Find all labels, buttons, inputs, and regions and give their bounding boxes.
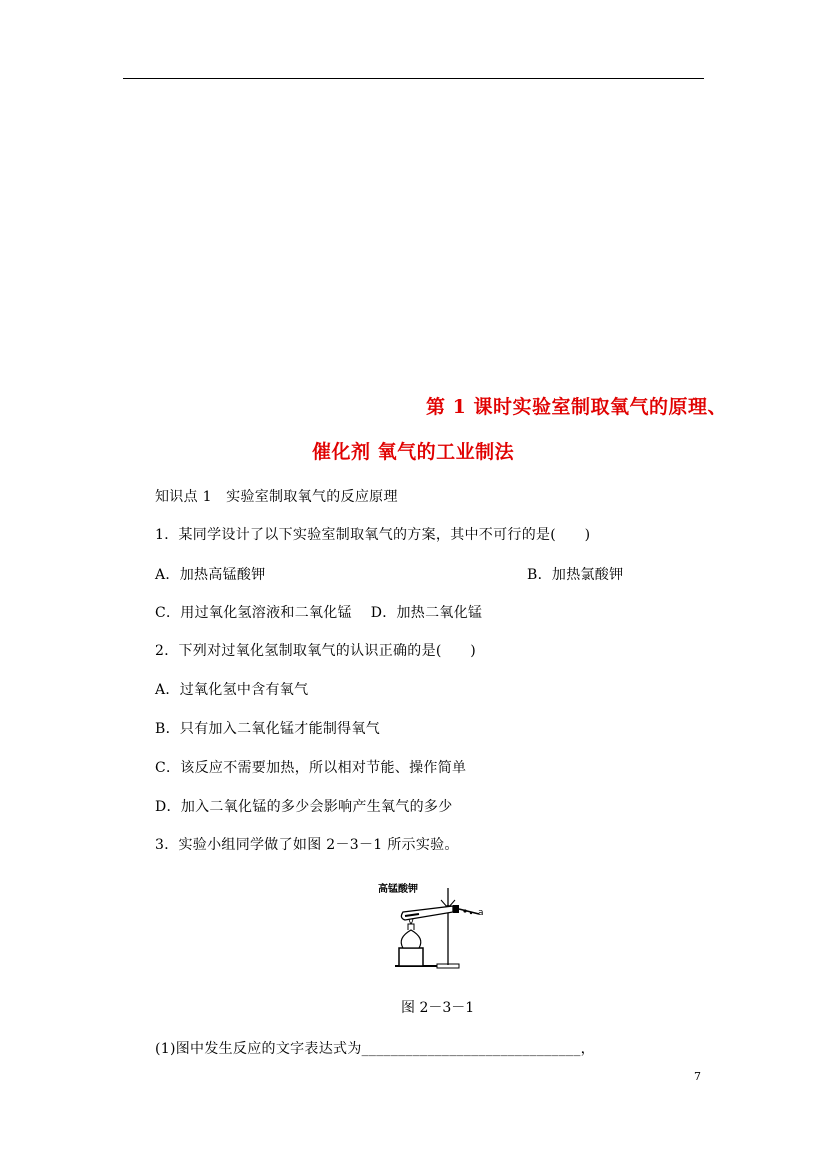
title-line-2: 催化剂 氧气的工业制法	[312, 441, 515, 463]
figure-label-reagent: 高锰酸钾	[378, 884, 418, 895]
question-1-option-a: A．加热高锰酸钾	[155, 567, 266, 583]
question-1-options-row-1	[155, 564, 624, 584]
page-number: 7	[694, 1070, 701, 1083]
question-1-option-d: D．加热二氧化锰	[370, 605, 483, 621]
question-3-stem: 3．实验小组同学做了如图 2－3－1 所示实验。	[155, 837, 459, 853]
question-1-option-c: C．用过氧化氢溶液和二氧化锰	[155, 605, 352, 621]
header-rule	[123, 78, 704, 79]
figure-marker-a: a	[478, 908, 484, 918]
question-2-stem: 2．下列对过氧化氢制取氧气的认识正确的是( )	[155, 643, 477, 659]
question-1-option-b: B．加热氯酸钾	[527, 567, 624, 583]
question-1-stem: 1．某同学设计了以下实验室制取氧气的方案，其中不可行的是( )	[155, 527, 591, 543]
question-2-option-b: B．只有加入二氧化锰才能制得氧气	[155, 721, 381, 737]
question-2-option-a: A．过氧化氢中含有氧气	[155, 682, 309, 698]
question-3-sub-1: (1)图中发生反应的文字表达式为______________________________，	[155, 1041, 595, 1057]
section-label: 知识点 1 实验室制取氧气的反应原理	[155, 489, 398, 505]
question-2-option-c: C．该反应不需要加热，所以相对节能、操作简单	[155, 760, 467, 776]
title-line-1: 第 1 课时实验室制取氧气的原理、	[426, 396, 727, 418]
figure-caption: 图 2－3－1	[401, 1000, 475, 1016]
question-1-options-row-2	[155, 602, 482, 622]
question-2-option-d: D．加入二氧化锰的多少会影响产生氧气的多少	[155, 799, 453, 815]
